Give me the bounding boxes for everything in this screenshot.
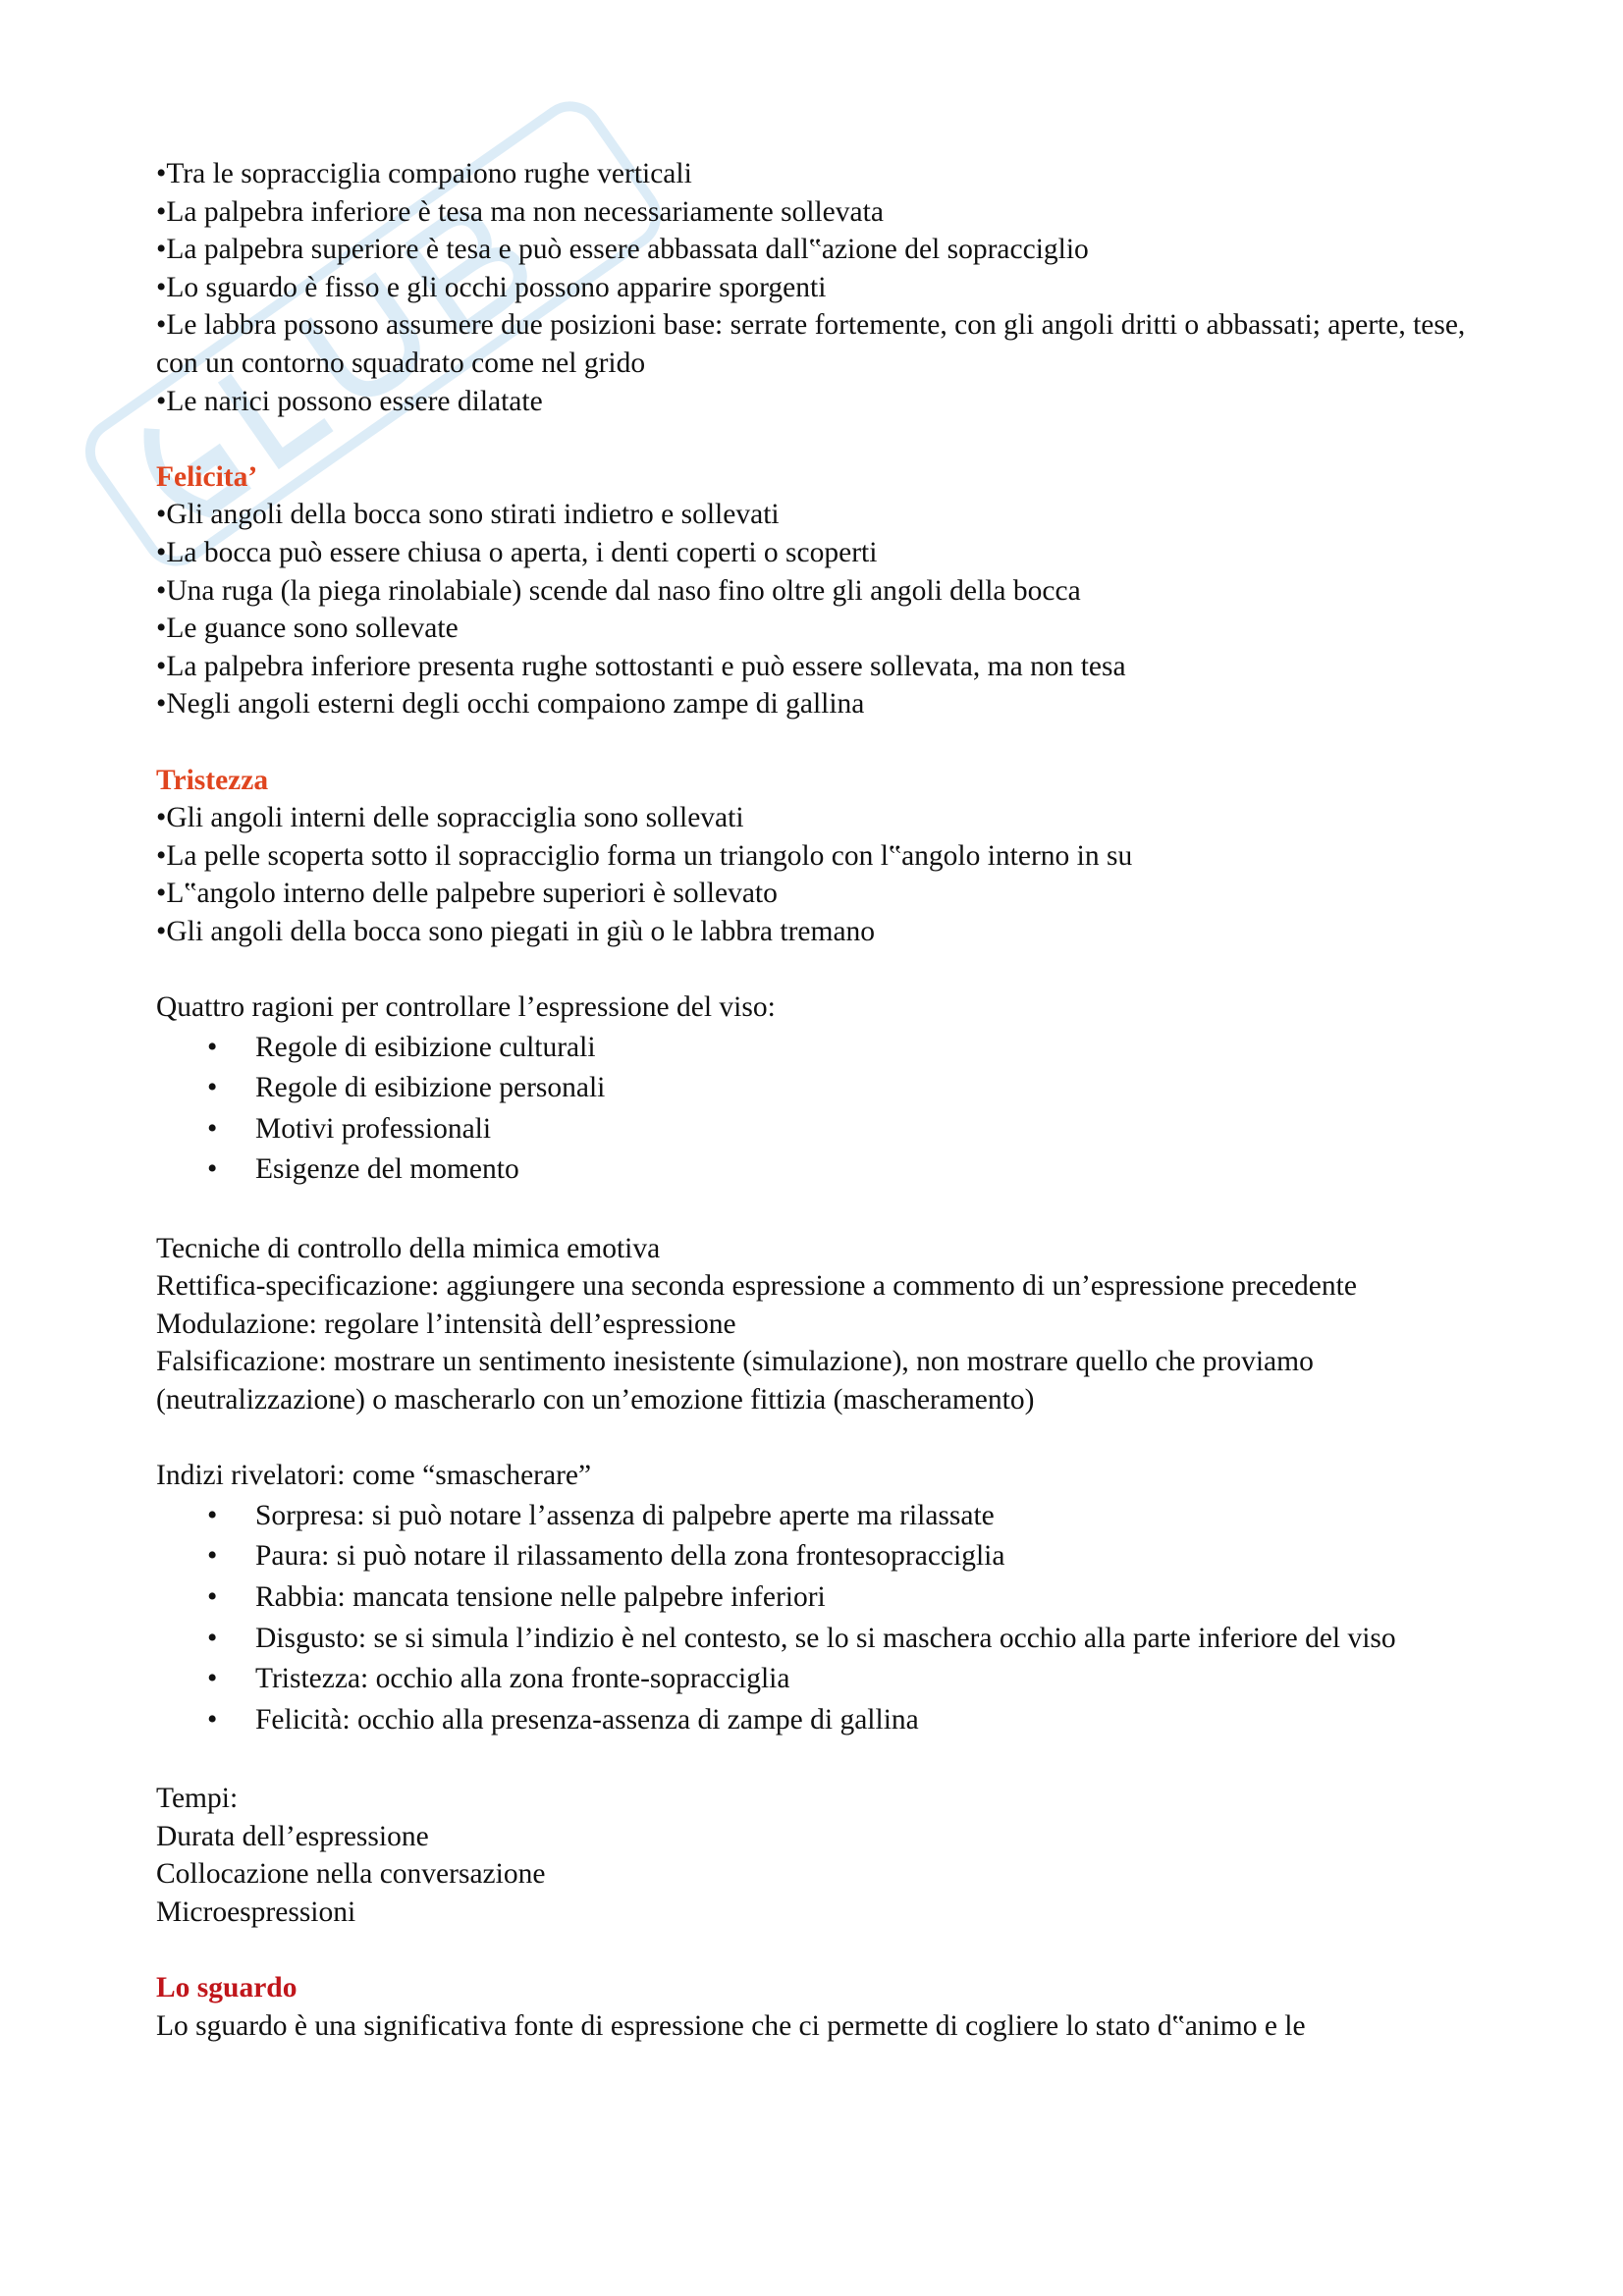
sguardo-section <box>156 1969 1491 2045</box>
list-item: •Tra le sopracciglia compaiono rughe verticali <box>156 158 692 189</box>
list-item: •Lo sguardo è fisso e gli occhi possono apparire sporgenti <box>156 271 827 303</box>
felicita-heading: Felicita’ <box>156 460 258 493</box>
list-item: •Le labbra possono assumere due posizioni base: serrate fortemente, con gli angoli dritti o abbassati; aperte, tese, con un contorno squadrato come nel grido <box>156 309 1466 379</box>
list-item: • Disgusto: se si simula l’indizio è nel contesto, se lo si maschera occhio alla parte inferiore del viso <box>156 1620 1491 1658</box>
list-item: • Esigenze del momento <box>156 1150 1491 1189</box>
tecniche-title: Tecniche di controllo della mimica emotiva <box>156 1232 661 1264</box>
intro-bullets <box>156 155 1491 420</box>
list-item: • Tristezza: occhio alla zona fronte-sopracciglia <box>156 1660 1491 1698</box>
list-item: Microespressioni <box>156 1896 356 1928</box>
list-item: • Motivi professionali <box>156 1110 1491 1148</box>
list-item: •Le narici possono essere dilatate <box>156 385 543 417</box>
tempi-title: Tempi: <box>156 1782 239 1814</box>
ragioni-list <box>156 1029 1491 1189</box>
indizi-intro: Indizi rivelatori: come “smascherare” <box>156 1460 592 1492</box>
list-item: •La palpebra superiore è tesa e può essere abbassata dall‟azione del sopracciglio <box>156 234 1089 266</box>
ragioni-section <box>156 988 1491 1189</box>
sguardo-heading: Lo sguardo <box>156 1971 298 2003</box>
tecniche-section <box>156 1230 1491 1419</box>
list-item: •La bocca può essere chiusa o aperta, i denti coperti o scoperti <box>156 536 878 568</box>
list-item: •La palpebra inferiore è tesa ma non necessariamente sollevata <box>156 195 884 228</box>
list-item: •Gli angoli della bocca sono piegati in giù o le labbra tremano <box>156 915 876 947</box>
list-item: • Regole di esibizione culturali <box>156 1029 1491 1067</box>
tecniche-rettifica: Rettifica-specificazione: aggiungere una seconda espressione a commento di un’espressione precedente <box>156 1270 1357 1303</box>
indizi-list <box>156 1497 1491 1739</box>
list-item: •Una ruga (la piega rinolabiale) scende dal naso fino oltre gli angoli della bocca <box>156 574 1081 607</box>
tecniche-modulazione: Modulazione: regolare l’intensità dell’espressione <box>156 1308 736 1340</box>
indizi-section <box>156 1457 1491 1738</box>
list-item: •La palpebra inferiore presenta rughe sottostanti e può essere sollevata, ma non tesa <box>156 650 1126 682</box>
sguardo-text: Lo sguardo è una significativa fonte di espressione che ci permette di cogliere lo stato d‟animo e le <box>156 2009 1306 2042</box>
list-item: Durata dell’espressione <box>156 1820 429 1852</box>
list-item: •Negli angoli esterni degli occhi compaiono zampe di gallina <box>156 688 865 721</box>
ragioni-intro: Quattro ragioni per controllare l’espressione del viso: <box>156 991 776 1024</box>
list-item: • Rabbia: mancata tensione nelle palpebre inferiori <box>156 1578 1491 1617</box>
list-item: • Regole di esibizione personali <box>156 1069 1491 1107</box>
list-item: •L‟angolo interno delle palpebre superiori è sollevato <box>156 878 778 910</box>
tristezza-section <box>156 762 1491 951</box>
list-item: • Felicità: occhio alla presenza-assenza di zampe di gallina <box>156 1701 1491 1739</box>
document-page <box>156 155 1491 2045</box>
tecniche-falsificazione: Falsificazione: mostrare un sentimento inesistente (simulazione), non mostrare quello che proviamo (neutralizzazione) o mascherarlo con un’emozione fittizia (mascheramento) <box>156 1346 1314 1415</box>
list-item: • Paura: si può notare il rilassamento della zona frontesopracciglia <box>156 1537 1491 1575</box>
tempi-section <box>156 1780 1491 1931</box>
list-item: •Gli angoli della bocca sono stirati indietro e sollevati <box>156 499 780 531</box>
felicita-section <box>156 458 1491 723</box>
list-item: •Gli angoli interni delle sopracciglia sono sollevati <box>156 802 744 834</box>
list-item: •La pelle scoperta sotto il sopracciglio forma un triangolo con l‟angolo interno in su <box>156 839 1133 872</box>
list-item: • Sorpresa: si può notare l’assenza di palpebre aperte ma rilassate <box>156 1497 1491 1535</box>
list-item: •Le guance sono sollevate <box>156 613 459 645</box>
list-item: Collocazione nella conversazione <box>156 1858 546 1891</box>
tristezza-heading: Tristezza <box>156 764 269 796</box>
